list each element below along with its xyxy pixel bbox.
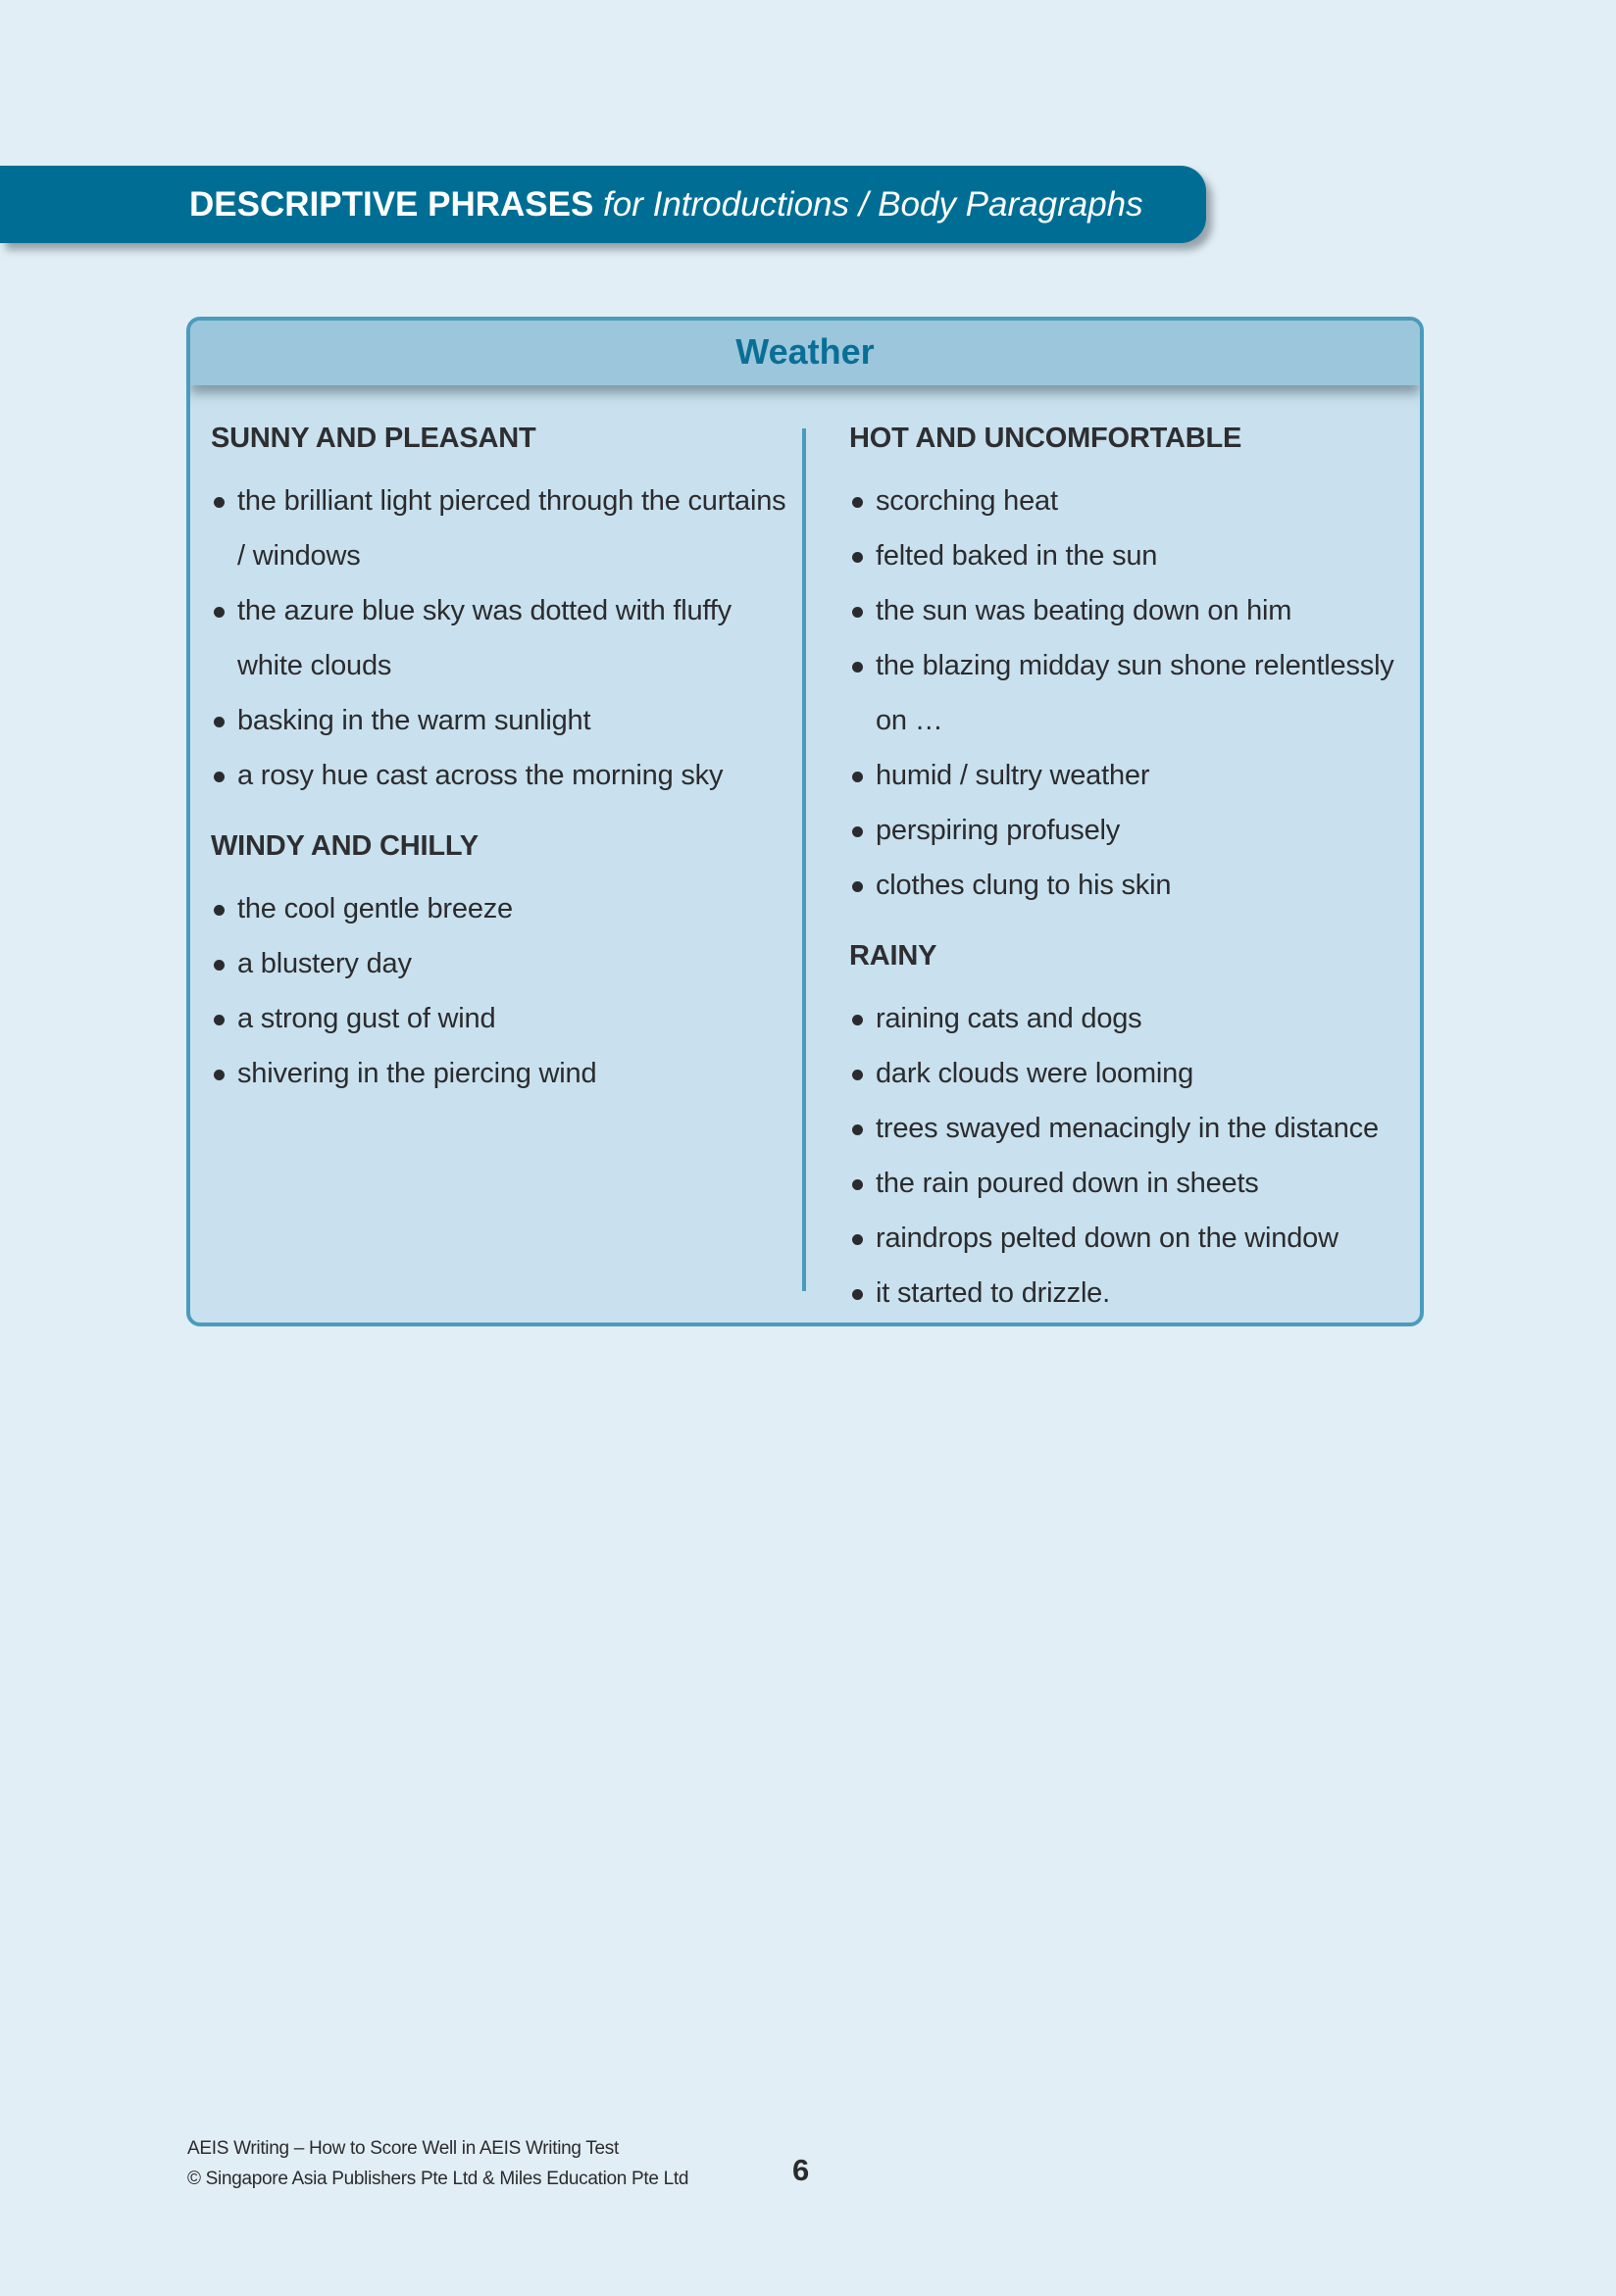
bullet-icon [852, 881, 863, 892]
list-item: basking in the warm sunlight [211, 693, 789, 748]
section-rainy [849, 936, 1408, 1321]
section-heading: HOT AND UNCOMFORTABLE [849, 423, 1242, 454]
bullet-icon [214, 607, 225, 618]
list-item: scorching heat [849, 474, 1408, 528]
list-item: clothes clung to his skin [849, 858, 1408, 913]
list-item: the sun was beating down on him [849, 583, 1408, 638]
bullet-icon [852, 607, 863, 618]
section-heading: SUNNY AND PLEASANT [211, 423, 536, 454]
bullet-icon [852, 1015, 863, 1025]
phrase-list [849, 991, 1408, 1321]
bullet-icon [852, 1124, 863, 1135]
list-item: dark clouds were looming [849, 1046, 1408, 1101]
list-item: a rosy hue cast across the morning sky [211, 748, 789, 803]
banner-title-italic: for Introductions / Body Paragraphs [603, 185, 1143, 224]
list-item: the azure blue sky was dotted with fluffy white clouds [211, 583, 789, 693]
bullet-icon [214, 905, 225, 916]
column-divider [802, 428, 806, 1291]
bullet-icon [852, 1289, 863, 1300]
page-footer [187, 2133, 688, 2194]
bullet-icon [852, 826, 863, 837]
bullet-icon [852, 1179, 863, 1190]
section-sunny-and-pleasant [211, 419, 789, 803]
list-item: perspiring profusely [849, 803, 1408, 858]
list-item: shivering in the piercing wind [211, 1046, 789, 1101]
footer-copyright: © Singapore Asia Publishers Pte Ltd & Miles Education Pte Ltd [187, 2169, 689, 2189]
footer-book-title: AEIS Writing – How to Score Well in AEIS Writing Test [187, 2138, 619, 2159]
right-column [849, 419, 1408, 1326]
bullet-icon [852, 1234, 863, 1245]
left-column [211, 419, 789, 1124]
bullet-icon [214, 717, 225, 727]
list-item: a strong gust of wind [211, 991, 789, 1046]
bullet-icon [852, 772, 863, 782]
section-windy-and-chilly [211, 826, 789, 1101]
phrase-list [211, 881, 789, 1101]
bullet-icon [852, 1070, 863, 1080]
list-item: raindrops pelted down on the window [849, 1211, 1408, 1266]
list-item: raining cats and dogs [849, 991, 1408, 1046]
bullet-icon [214, 960, 225, 971]
section-hot-and-uncomfortable [849, 419, 1408, 913]
bullet-icon [852, 552, 863, 563]
bullet-icon [214, 772, 225, 782]
box-header [190, 321, 1420, 385]
bullet-icon [214, 497, 225, 508]
banner-title-bold: DESCRIPTIVE PHRASES [189, 185, 594, 224]
list-item: trees swayed menacingly in the distance [849, 1101, 1408, 1156]
list-item: the cool gentle breeze [211, 881, 789, 936]
list-item: the brilliant light pierced through the curtains / windows [211, 474, 789, 583]
section-banner [0, 166, 1206, 243]
phrase-list [849, 474, 1408, 913]
banner-title [189, 185, 1143, 225]
phrase-list [211, 474, 789, 803]
list-item: it started to drizzle. [849, 1266, 1408, 1321]
bullet-icon [214, 1070, 225, 1080]
bullet-icon [214, 1015, 225, 1025]
box-title: Weather [735, 331, 875, 372]
list-item: humid / sultry weather [849, 748, 1408, 803]
bullet-icon [852, 497, 863, 508]
bullet-icon [852, 662, 863, 673]
section-heading: WINDY AND CHILLY [211, 830, 479, 862]
list-item: the blazing midday sun shone relentlessly on … [849, 638, 1408, 748]
list-item: a blustery day [211, 936, 789, 991]
section-heading: RAINY [849, 940, 937, 972]
list-item: the rain poured down in sheets [849, 1156, 1408, 1211]
weather-box [186, 317, 1424, 1326]
list-item: felted baked in the sun [849, 528, 1408, 583]
page-number: 6 [792, 2153, 810, 2187]
